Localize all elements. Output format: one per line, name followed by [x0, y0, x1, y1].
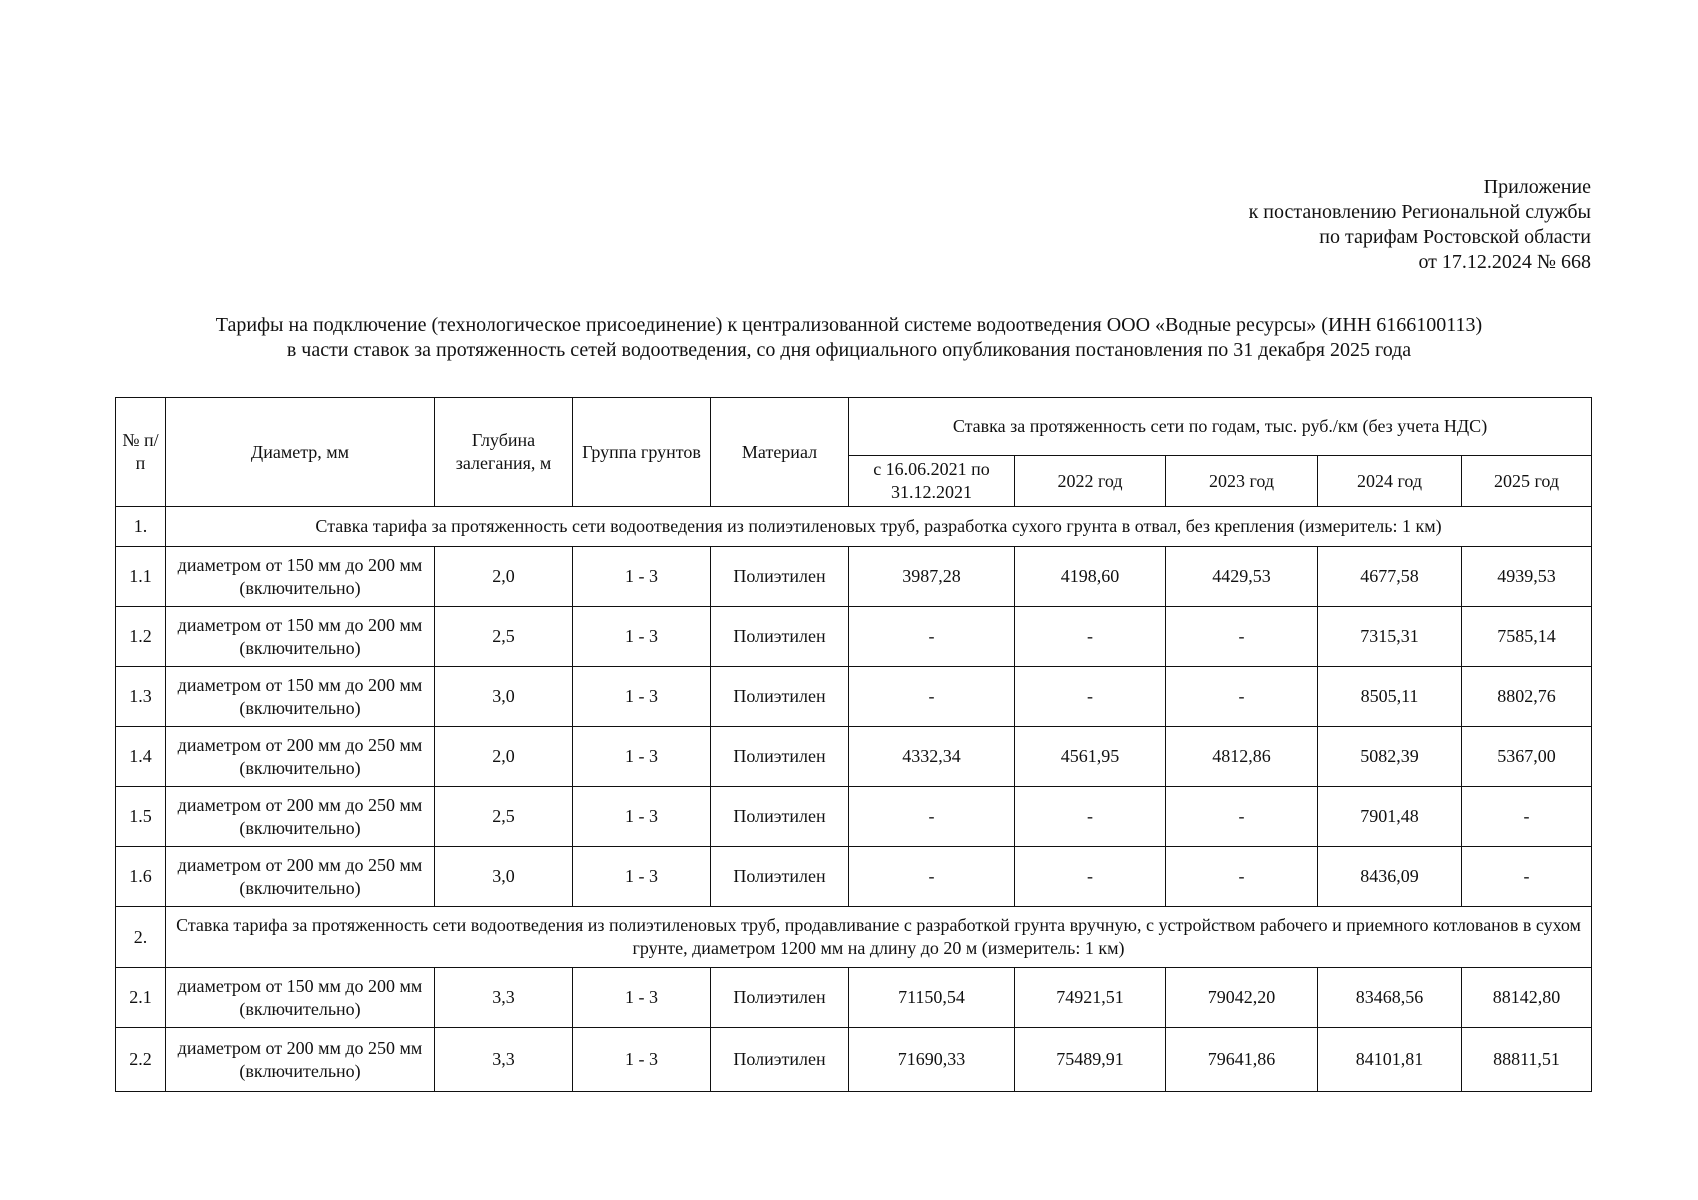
header-soil-group: Группа грунтов — [573, 398, 711, 507]
title-line: в части ставок за протяженность сетей водоотведения, со дня официального опубликования постановления по 31 декабря 2025 года — [286, 339, 1412, 361]
row-value: 75489,91 — [1015, 1028, 1166, 1092]
row-material: Полиэтилен — [711, 847, 849, 907]
row-value: - — [1015, 787, 1166, 847]
row-material: Полиэтилен — [711, 607, 849, 667]
annex-line: от 17.12.2024 № 668 — [1418, 251, 1591, 273]
row-value: 79042,20 — [1166, 968, 1318, 1028]
tariff-table — [115, 397, 1592, 1092]
row-value: 7585,14 — [1462, 607, 1592, 667]
row-diameter: диаметром от 200 мм до 250 мм (включительно) — [166, 727, 435, 787]
table-row — [116, 847, 1592, 907]
header-depth: Глубина залегания, м — [435, 398, 573, 507]
row-value: - — [849, 847, 1015, 907]
document-title — [0, 313, 1698, 363]
row-value: 88142,80 — [1462, 968, 1592, 1028]
row-diameter: диаметром от 150 мм до 200 мм (включительно) — [166, 547, 435, 607]
row-diameter: диаметром от 200 мм до 250 мм (включительно) — [166, 1028, 435, 1092]
section-row — [116, 907, 1592, 968]
row-value: 83468,56 — [1318, 968, 1462, 1028]
row-value: 79641,86 — [1166, 1028, 1318, 1092]
row-value: - — [1166, 847, 1318, 907]
row-value: 71150,54 — [849, 968, 1015, 1028]
row-depth: 3,0 — [435, 847, 573, 907]
row-value: - — [1015, 667, 1166, 727]
section-num: 2. — [116, 907, 166, 968]
row-value: - — [849, 667, 1015, 727]
row-value: 84101,81 — [1318, 1028, 1462, 1092]
row-depth: 2,0 — [435, 727, 573, 787]
row-value: - — [1015, 607, 1166, 667]
row-value: 5367,00 — [1462, 727, 1592, 787]
row-material: Полиэтилен — [711, 547, 849, 607]
row-diameter: диаметром от 200 мм до 250 мм (включительно) — [166, 787, 435, 847]
row-num: 1.4 — [116, 727, 166, 787]
annex-header — [1249, 175, 1591, 275]
section-num: 1. — [116, 507, 166, 547]
table-row — [116, 547, 1592, 607]
row-value: 4561,95 — [1015, 727, 1166, 787]
row-soil: 1 - 3 — [573, 607, 711, 667]
row-value: 7901,48 — [1318, 787, 1462, 847]
row-value: 8505,11 — [1318, 667, 1462, 727]
table-row — [116, 607, 1592, 667]
row-value: 7315,31 — [1318, 607, 1462, 667]
row-soil: 1 - 3 — [573, 787, 711, 847]
row-material: Полиэтилен — [711, 787, 849, 847]
row-num: 1.6 — [116, 847, 166, 907]
row-diameter: диаметром от 150 мм до 200 мм (включительно) — [166, 667, 435, 727]
header-period: 2023 год — [1166, 456, 1318, 507]
row-material: Полиэтилен — [711, 727, 849, 787]
header-period: 2022 год — [1015, 456, 1166, 507]
row-soil: 1 - 3 — [573, 727, 711, 787]
row-value: - — [849, 607, 1015, 667]
title-line: Тарифы на подключение (технологическое присоединение) к централизованной системе водоотведения ООО «Водные ресурсы» (ИНН 6166100113) — [215, 314, 1483, 336]
header-num: № п/п — [116, 398, 166, 507]
row-material: Полиэтилен — [711, 667, 849, 727]
section-title: Ставка тарифа за протяженность сети водоотведения из полиэтиленовых труб, продавливание с разработкой грунта вручную, с устройством рабочего и приемного котлованов в сухом грунте, диаметром 1200 мм на длину до 20 м (измеритель: 1 км) — [166, 907, 1592, 968]
row-value: 3987,28 — [849, 547, 1015, 607]
header-period: с 16.06.2021 по 31.12.2021 — [849, 456, 1015, 507]
row-soil: 1 - 3 — [573, 847, 711, 907]
row-num: 1.1 — [116, 547, 166, 607]
row-value: - — [1462, 787, 1592, 847]
header-rate-group: Ставка за протяженность сети по годам, тыс. руб./км (без учета НДС) — [849, 398, 1592, 456]
row-value: 4198,60 — [1015, 547, 1166, 607]
row-value: - — [1166, 667, 1318, 727]
row-value: - — [1166, 607, 1318, 667]
row-diameter: диаметром от 150 мм до 200 мм (включительно) — [166, 607, 435, 667]
row-num: 1.2 — [116, 607, 166, 667]
row-diameter: диаметром от 150 мм до 200 мм (включительно) — [166, 968, 435, 1028]
row-value: 4812,86 — [1166, 727, 1318, 787]
row-value: - — [849, 787, 1015, 847]
annex-line: по тарифам Ростовской области — [1319, 226, 1591, 248]
row-depth: 3,0 — [435, 667, 573, 727]
row-value: 74921,51 — [1015, 968, 1166, 1028]
row-soil: 1 - 3 — [573, 1028, 711, 1092]
table-header-row — [116, 398, 1592, 456]
row-value: - — [1015, 847, 1166, 907]
row-value: 4429,53 — [1166, 547, 1318, 607]
row-soil: 1 - 3 — [573, 667, 711, 727]
row-num: 2.1 — [116, 968, 166, 1028]
row-num: 2.2 — [116, 1028, 166, 1092]
table-row — [116, 667, 1592, 727]
row-depth: 2,5 — [435, 607, 573, 667]
header-period: 2025 год — [1462, 456, 1592, 507]
row-value: 4677,58 — [1318, 547, 1462, 607]
row-value: 88811,51 — [1462, 1028, 1592, 1092]
annex-line: к постановлению Региональной службы — [1248, 201, 1591, 223]
row-value: 8436,09 — [1318, 847, 1462, 907]
row-value: - — [1166, 787, 1318, 847]
row-value: 71690,33 — [849, 1028, 1015, 1092]
row-soil: 1 - 3 — [573, 968, 711, 1028]
section-row — [116, 507, 1592, 547]
section-title: Ставка тарифа за протяженность сети водоотведения из полиэтиленовых труб, разработка сухого грунта в отвал, без крепления (измеритель: 1 км) — [166, 507, 1592, 547]
row-diameter: диаметром от 200 мм до 250 мм (включительно) — [166, 847, 435, 907]
table-row — [116, 727, 1592, 787]
row-soil: 1 - 3 — [573, 547, 711, 607]
annex-line: Приложение — [1483, 176, 1591, 198]
row-depth: 2,0 — [435, 547, 573, 607]
row-depth: 3,3 — [435, 968, 573, 1028]
row-value: 4939,53 — [1462, 547, 1592, 607]
row-material: Полиэтилен — [711, 1028, 849, 1092]
row-num: 1.5 — [116, 787, 166, 847]
table-row — [116, 1028, 1592, 1092]
row-depth: 2,5 — [435, 787, 573, 847]
table-row — [116, 787, 1592, 847]
header-period: 2024 год — [1318, 456, 1462, 507]
row-depth: 3,3 — [435, 1028, 573, 1092]
header-diameter: Диаметр, мм — [166, 398, 435, 507]
row-num: 1.3 — [116, 667, 166, 727]
row-value: 5082,39 — [1318, 727, 1462, 787]
header-material: Материал — [711, 398, 849, 507]
row-value: 4332,34 — [849, 727, 1015, 787]
table-row — [116, 968, 1592, 1028]
row-value: 8802,76 — [1462, 667, 1592, 727]
row-value: - — [1462, 847, 1592, 907]
row-material: Полиэтилен — [711, 968, 849, 1028]
